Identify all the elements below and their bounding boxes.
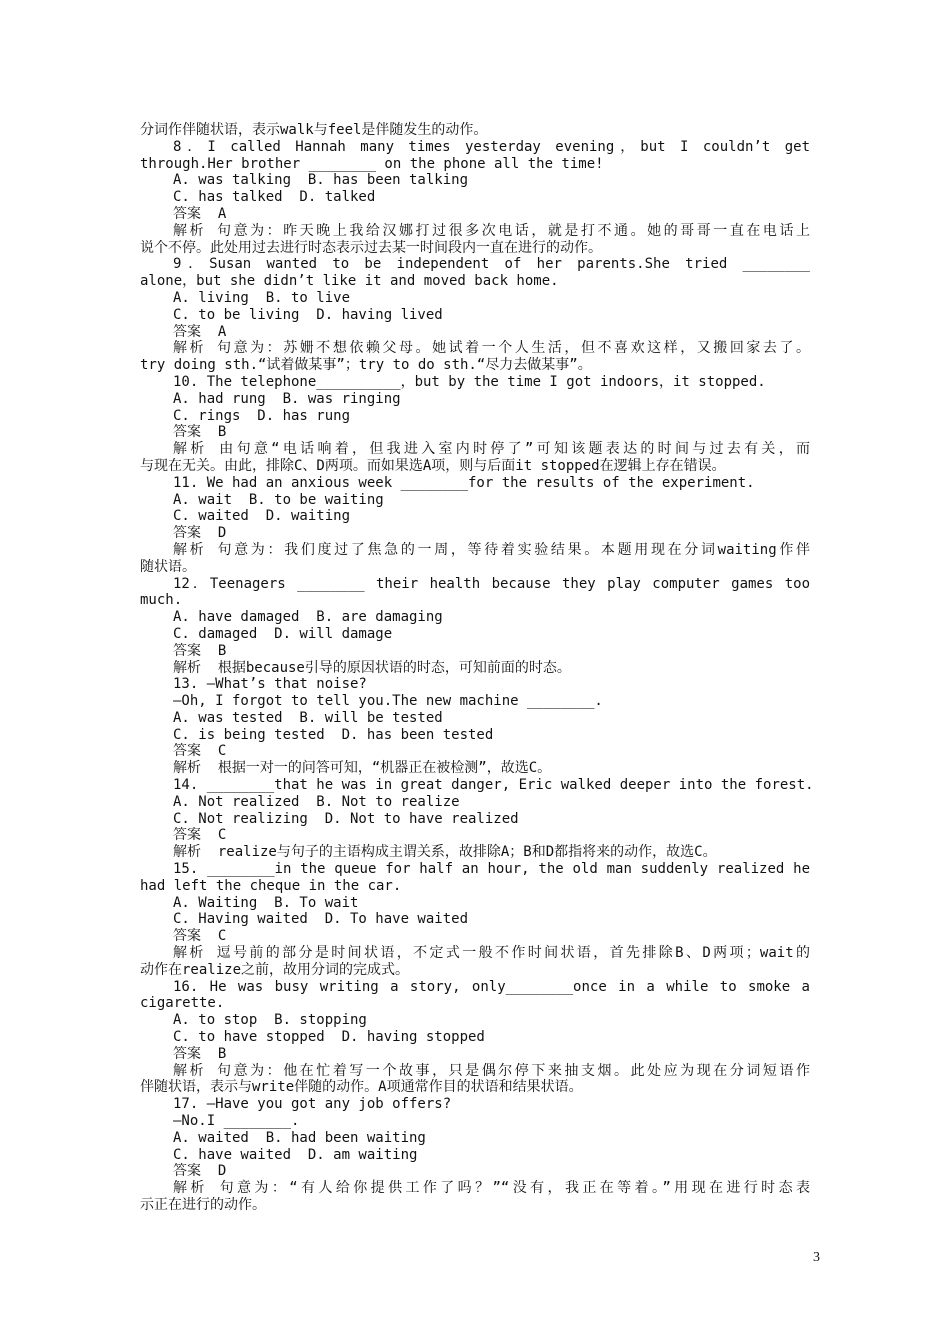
text-line: 答案 A	[173, 205, 227, 222]
text-line: try doing sth.“试着做某事”；try to do sth.“尽力去做某事”。	[140, 357, 592, 374]
text-line: 13. —What’s that noise?	[173, 676, 367, 693]
text-line: A. to stop B. stopping	[173, 1012, 367, 1029]
text-line: C. rings D. has rung	[173, 407, 351, 424]
text-line: 解析 realize与句子的主语构成主谓关系，故排除A；B和D都指将来的动作，故选C。	[173, 844, 717, 861]
text-line: much.	[140, 592, 183, 609]
text-line: 分词作伴随状语，表示walk与feel是伴随发生的动作。	[140, 122, 488, 138]
text-line: C. waited D. waiting	[173, 508, 351, 525]
text-line: 解析 根据because引导的原因状语的时态，可知前面的时态。	[173, 659, 571, 676]
text-line: 说个不停。此处用过去进行时态表示过去某一时间段内一直在进行的动作。	[140, 239, 602, 256]
text-line: 答案 A	[173, 323, 227, 340]
text-line: A. wait B. to be waiting	[173, 491, 384, 508]
text-line: cigarette.	[140, 995, 225, 1012]
text-line: 解析 句意为：苏姗不想依赖父母。她试着一个人生活，但不喜欢这样，又搬回家去了。	[173, 340, 810, 357]
text-line: A. was tested B. will be tested	[173, 709, 443, 726]
text-line: 9．Susan wanted to be independent of her parents.She tried ________	[173, 256, 810, 273]
text-line: A. was talking B. has been talking	[173, 172, 469, 189]
text-line: 答案 B	[173, 1045, 227, 1062]
text-line: 解析 根据一对一的问答可知，“机器正在被检测”，故选C。	[173, 760, 552, 777]
text-line: 答案 C	[173, 743, 227, 760]
text-line: 动作在realize之前，故用分词的完成式。	[140, 961, 410, 978]
text-line: 解析 逗号前的部分是时间状语，不定式一般不作时间状语，首先排除B、D两项；wait的	[173, 945, 810, 962]
text-line: 答案 B	[173, 424, 227, 441]
text-line: 答案 B	[173, 642, 227, 659]
text-line: C. Not realizing D. Not to have realized	[173, 810, 519, 827]
text-line: 17. —Have you got any job offers?	[173, 1096, 452, 1113]
text-line: —No.I ________.	[173, 1113, 300, 1130]
text-line: 答案 D	[173, 1163, 227, 1180]
text-line: A. Waiting B. To wait	[173, 894, 359, 911]
text-line: A. living B. to live	[173, 289, 351, 306]
text-line: C. to be living D. having lived	[173, 306, 443, 323]
text-line: 示正在进行的动作。	[140, 1197, 266, 1213]
text-line: C. Having waited D. To have waited	[173, 911, 469, 928]
text-line: 11. We had an anxious week ________for the results of the experiment.	[173, 474, 755, 491]
text-line: 10. The telephone__________，but by the time I got indoors，it stopped.	[173, 373, 766, 390]
text-line: 答案 D	[173, 525, 227, 542]
text-line: 解析 句意为：我们度过了焦急的一周，等待着实验结果。本题用现在分词waiting作伴	[173, 541, 810, 558]
text-line: C. has talked D. talked	[173, 189, 376, 206]
text-line: A. have damaged B. are damaging	[173, 609, 443, 626]
text-line: 15. ________in the queue for half an hour, the old man suddenly realized he	[173, 861, 810, 878]
text-line: C. damaged D. will damage	[173, 625, 393, 642]
text-line: 与现在无关。由此，排除C、D两项。而如果选A项，则与后面it stopped在逻辑上存在错误。	[140, 457, 726, 474]
text-line: C. is being tested D. has been tested	[173, 726, 494, 743]
text-line: 答案 C	[173, 827, 227, 844]
text-line: 伴随状语，表示与write伴随的动作。A项通常作目的状语和结果状语。	[140, 1079, 583, 1096]
text-line: 答案 C	[173, 928, 227, 945]
text-line: A. waited B. had been waiting	[173, 1129, 426, 1146]
text-line: 解析 由句意“电话响着，但我进入室内时停了”可知该题表达的时间与过去有关，而	[173, 441, 810, 458]
text-line: C. have waited D. am waiting	[173, 1146, 418, 1163]
text-line: 解析 句意为：“有人给你提供工作了吗？”“没有，我正在等着。”用现在进行时态表	[173, 1180, 810, 1197]
text-line: C. to have stopped D. having stopped	[173, 1029, 485, 1046]
text-line: 随状语。	[140, 558, 196, 575]
text-line: 12．Teenagers ________ their health because they play computer games too	[173, 575, 810, 592]
text-line: 14. ________that he was in great danger, Eric walked deeper into the forest.	[173, 777, 814, 794]
text-line: A. had rung B. was ringing	[173, 390, 401, 407]
document-body	[140, 122, 814, 1214]
text-line: through.Her brother ________ on the phone all the time!	[140, 155, 604, 172]
text-line: 8．I called Hannah many times yesterday evening，but I couldn’t get	[173, 138, 810, 155]
text-line: —Oh, I forgot to tell you.The new machine ________.	[173, 693, 603, 710]
text-line: had left the cheque in the car.	[140, 877, 402, 894]
text-line: 解析 句意为：昨天晚上我给汉娜打过很多次电话，就是打不通。她的哥哥一直在电话上	[173, 222, 810, 239]
text-line: alone，but she didn’t like it and moved back home.	[140, 273, 559, 290]
text-line: 16. He was busy writing a story, only________once in a while to smoke a	[173, 978, 810, 995]
page-number: 3	[813, 1250, 820, 1265]
text-line: 解析 句意为：他在忙着写一个故事，只是偶尔停下来抽支烟。此处应为现在分词短语作	[173, 1062, 810, 1079]
text-line: A. Not realized B. Not to realize	[173, 793, 460, 810]
